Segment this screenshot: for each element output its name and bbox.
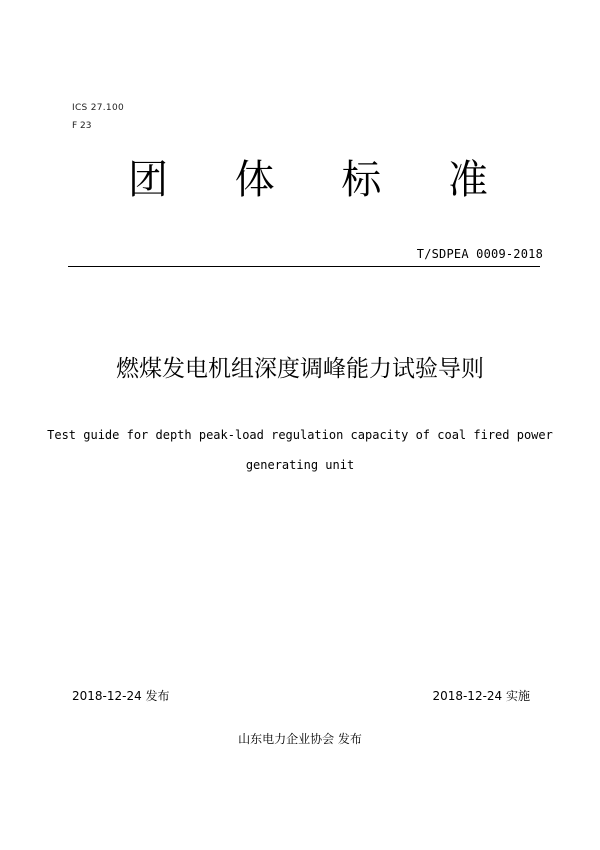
issue-date: 2018-12-24 发布 bbox=[72, 689, 170, 703]
title-english-line-1: Test guide for depth peak-load regulation capacity of coal fired power bbox=[47, 428, 553, 442]
document-type-char: 体 bbox=[234, 157, 275, 203]
document-type-char: 准 bbox=[447, 157, 488, 203]
header-divider bbox=[68, 266, 540, 267]
title-english bbox=[0, 420, 600, 480]
title-chinese: 燃煤发电机组深度调峰能力试验导则 bbox=[116, 356, 484, 382]
ics-code: ICS 27.100 bbox=[72, 103, 125, 113]
publisher: 山东电力企业协会 发布 bbox=[238, 732, 362, 746]
document-type-title bbox=[128, 156, 488, 204]
title-english-line-2: generating unit bbox=[245, 458, 355, 472]
implementation-date: 2018-12-24 实施 bbox=[432, 689, 530, 703]
ccs-code: F 23 bbox=[72, 121, 92, 131]
standard-number: T/SDPEA 0009-2018 bbox=[416, 247, 543, 261]
document-type-char: 团 bbox=[128, 157, 168, 203]
document-type-char: 标 bbox=[341, 157, 382, 203]
